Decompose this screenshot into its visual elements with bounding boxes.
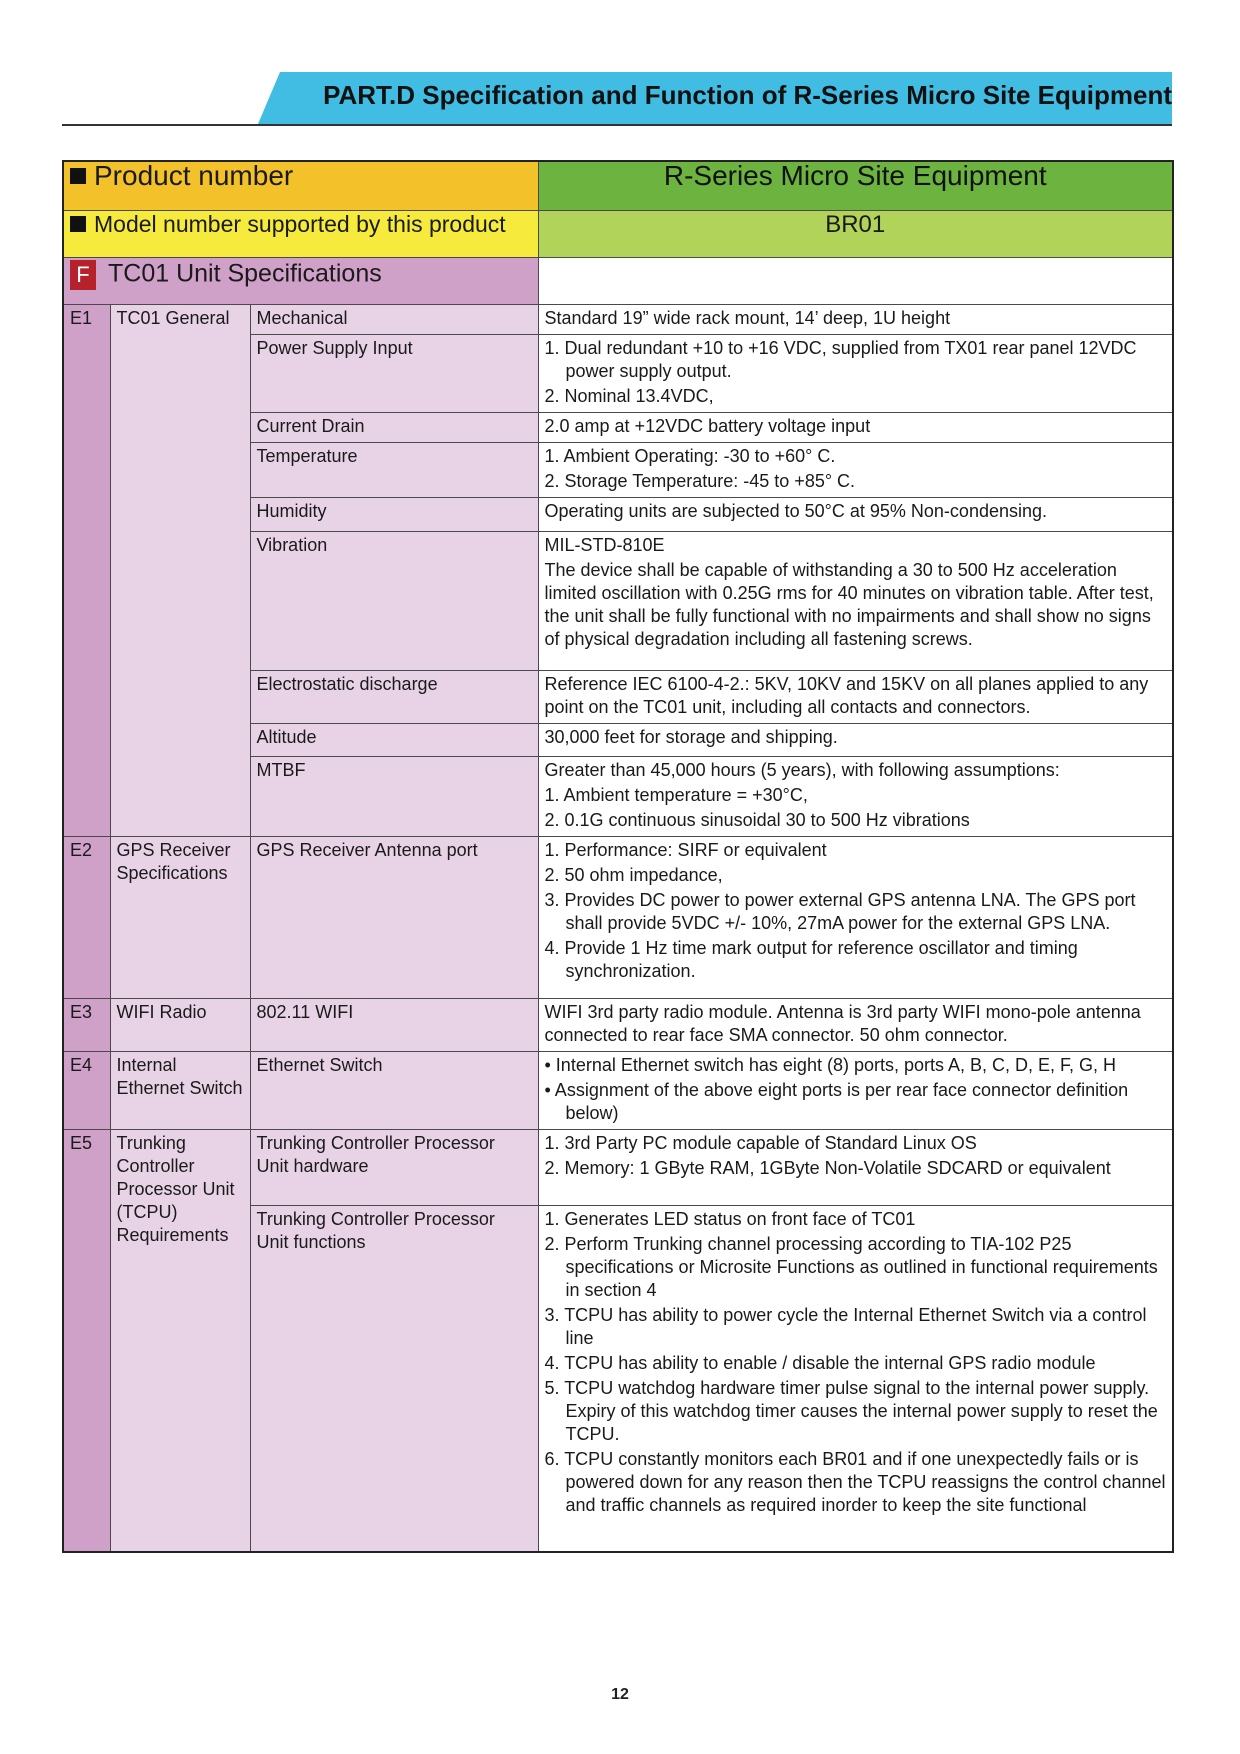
spec-value-line: • Internal Ethernet switch has eight (8) ports, ports A, B, C, D, E, F, G, H <box>544 1055 1117 1075</box>
spec-value-lines <box>545 415 1167 438</box>
product-label-cell <box>63 161 538 211</box>
spec-item-value <box>538 1052 1173 1130</box>
spec-value-lines <box>545 673 1167 719</box>
spec-value-line: Operating units are subjected to 50°C at 95% Non-condensing. <box>544 501 1048 521</box>
spec-item-name: MTBF <box>250 757 538 837</box>
page-number: 12 <box>611 1686 629 1703</box>
model-row <box>63 211 1173 258</box>
group-id: E3 <box>63 999 110 1052</box>
group-name: GPS Receiver Specifications <box>110 837 250 999</box>
group-name: TC01 General <box>110 305 250 837</box>
group-id: E2 <box>63 837 110 999</box>
spec-value-lines <box>545 307 1167 330</box>
spec-item-name: Power Supply Input <box>250 335 538 413</box>
header-divider <box>62 124 1172 126</box>
model-value: BR01 <box>538 211 1173 258</box>
spec-value-line: 3. TCPU has ability to power cycle the Internal Ethernet Switch via a control line <box>544 1305 1147 1348</box>
spec-value-line: 2. Perform Trunking channel processing according to TIA-102 P25 specifications or Microsite Functions as outlined in functional requirements in section 4 <box>544 1234 1158 1300</box>
spec-item-value <box>538 498 1173 532</box>
spec-item-name: Ethernet Switch <box>250 1052 538 1130</box>
spec-item-name: Humidity <box>250 498 538 532</box>
section-title: TC01 Unit Specifications <box>108 259 382 288</box>
spec-value-lines <box>545 1132 1167 1180</box>
spec-table <box>62 160 1174 1553</box>
spec-value-lines <box>545 726 1167 749</box>
product-value: R-Series Micro Site Equipment <box>538 161 1173 211</box>
page-header-title: PART.D Specification and Function of R-Series Micro Site Equipment <box>323 80 1172 110</box>
spec-value-lines <box>545 1054 1167 1125</box>
spec-item-value <box>538 1130 1173 1206</box>
spec-item-value <box>538 757 1173 837</box>
spec-item-value <box>538 532 1173 671</box>
spec-value-line: 2. 0.1G continuous sinusoidal 30 to 500 Hz vibrations <box>544 810 970 830</box>
spec-item-value <box>538 305 1173 335</box>
spec-item-name: Mechanical <box>250 305 538 335</box>
spec-value-line: 2. Memory: 1 GByte RAM, 1GByte Non-Volatile SDCARD or equivalent <box>544 1158 1111 1178</box>
spec-value-line: 2.0 amp at +12VDC battery voltage input <box>544 416 871 436</box>
spec-item-name: Electrostatic discharge <box>250 671 538 724</box>
spec-item-name: 802.11 WIFI <box>250 999 538 1052</box>
section-badge: F <box>70 260 96 290</box>
spec-item-value <box>538 724 1173 757</box>
spec-value-lines <box>545 1208 1167 1517</box>
spec-value-line: 1. Generates LED status on front face of TC01 <box>544 1209 916 1229</box>
spec-value-line: 1. Performance: SIRF or equivalent <box>544 840 827 860</box>
model-label-cell <box>63 211 538 258</box>
spec-value-line: 2. Nominal 13.4VDC, <box>544 386 714 406</box>
spec-value-lines <box>545 534 1167 651</box>
square-bullet-icon <box>70 168 86 184</box>
section-row <box>63 258 1173 305</box>
spec-value-line: • Assignment of the above eight ports is per rear face connector definition below) <box>544 1080 1129 1123</box>
spec-item-value <box>538 335 1173 413</box>
spec-value-line: 30,000 feet for storage and shipping. <box>544 727 838 747</box>
spec-value-line: Greater than 45,000 hours (5 years), with following assumptions: <box>544 760 1060 780</box>
section-value-empty <box>538 258 1173 305</box>
spec-item-name: Trunking Controller Processor Unit functions <box>250 1206 538 1552</box>
spec-row <box>63 837 1173 999</box>
spec-value-line: 6. TCPU constantly monitors each BR01 and if one unexpectedly fails or is powered down for any reason then the TCPU reassigns the control channel and traffic channels as required inorder to keep the site functional <box>544 1449 1166 1515</box>
spec-value-line: 1. Ambient Operating: -30 to +60° C. <box>544 446 836 466</box>
spec-item-name: Vibration <box>250 532 538 671</box>
spec-item-name: Trunking Controller Processor Unit hardware <box>250 1130 538 1206</box>
spec-item-value <box>538 443 1173 498</box>
group-name: WIFI Radio <box>110 999 250 1052</box>
spec-item-value <box>538 837 1173 999</box>
group-id: E4 <box>63 1052 110 1130</box>
spec-row <box>63 1130 1173 1206</box>
section-label-cell <box>63 258 538 305</box>
spec-row <box>63 1052 1173 1130</box>
spec-item-value <box>538 999 1173 1052</box>
product-label: Product number <box>94 160 294 191</box>
square-bullet-icon <box>70 216 86 232</box>
spec-item-value <box>538 671 1173 724</box>
spec-item-name: Altitude <box>250 724 538 757</box>
spec-item-value <box>538 413 1173 443</box>
spec-value-line: 4. TCPU has ability to enable / disable the internal GPS radio module <box>544 1353 1096 1373</box>
spec-value-line: The device shall be capable of withstanding a 30 to 500 Hz acceleration limited oscillation with 0.25G rms for 40 minutes on vibration table. After test, the unit shall be fully functional with no impairments and shall show no signs of physical degradation including all fastening screws. <box>544 560 1154 649</box>
spec-value-line: 1. Ambient temperature = +30°C, <box>544 785 808 805</box>
group-name: Internal Ethernet Switch <box>110 1052 250 1130</box>
spec-row <box>63 999 1173 1052</box>
spec-value-line: 1. Dual redundant +10 to +16 VDC, supplied from TX01 rear panel 12VDC power supply output. <box>544 338 1137 381</box>
spec-value-line: 1. 3rd Party PC module capable of Standard Linux OS <box>544 1133 977 1153</box>
model-label: Model number supported by this product <box>94 211 506 237</box>
spec-value-line: 3. Provides DC power to power external GPS antenna LNA. The GPS port shall provide 5VDC +/- 10%, 27mA power for the external GPS LNA. <box>544 890 1136 933</box>
spec-item-name: Temperature <box>250 443 538 498</box>
spec-value-lines <box>545 1001 1167 1047</box>
group-name: Trunking Controller Processor Unit (TCPU) Requirements <box>110 1130 250 1552</box>
spec-value-lines <box>545 337 1167 408</box>
spec-item-name: Current Drain <box>250 413 538 443</box>
spec-value-line: 2. Storage Temperature: -45 to +85° C. <box>544 471 856 491</box>
spec-value-line: 5. TCPU watchdog hardware timer pulse signal to the internal power supply. Expiry of this watchdog timer causes the internal power supply to reset the TCPU. <box>544 1378 1158 1444</box>
spec-value-line: WIFI 3rd party radio module. Antenna is 3rd party WIFI mono-pole antenna connected to rear face SMA connector. 50 ohm connector. <box>544 1002 1141 1045</box>
spec-item-name: GPS Receiver Antenna port <box>250 837 538 999</box>
group-id: E5 <box>63 1130 110 1552</box>
spec-value-line: Standard 19” wide rack mount, 14’ deep, 1U height <box>544 308 951 328</box>
spec-item-value <box>538 1206 1173 1552</box>
spec-value-line: 4. Provide 1 Hz time mark output for reference oscillator and timing synchronization. <box>544 938 1078 981</box>
spec-value-line: MIL-STD-810E <box>544 535 665 555</box>
spec-value-lines <box>545 759 1167 832</box>
product-row <box>63 161 1173 211</box>
spec-value-line: 2. 50 ohm impedance, <box>544 865 723 885</box>
spec-value-line: Reference IEC 6100-4-2.: 5KV, 10KV and 15KV on all planes applied to any point on the TC01 unit, including all contacts and connectors. <box>544 674 1149 717</box>
spec-value-lines <box>545 445 1167 493</box>
spec-value-lines <box>545 500 1167 523</box>
group-id: E1 <box>63 305 110 837</box>
spec-row <box>63 305 1173 335</box>
spec-value-lines <box>545 839 1167 983</box>
